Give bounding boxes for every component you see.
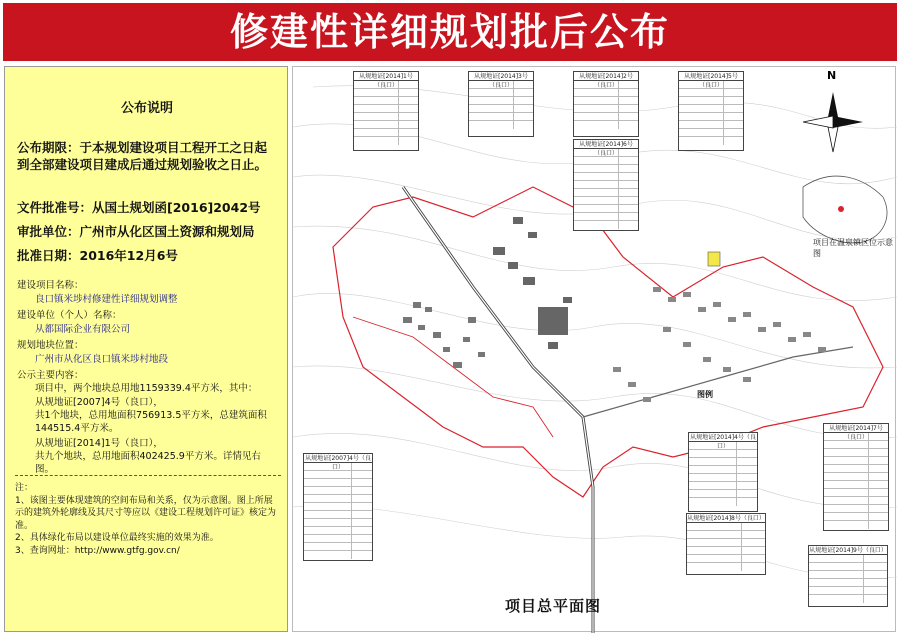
note-3: 3、查询网址：http://www.gtfg.gov.cn/ (15, 545, 180, 556)
notes-label: 注： (15, 483, 34, 493)
notes-divider (15, 475, 281, 476)
approver-value: 广州市从化区国土资源和规划局 (79, 224, 255, 239)
plot-table-10-caption: 从规地证[2014]9号（良口） (809, 547, 887, 554)
location-label: 规划地块位置： (17, 340, 84, 351)
panel-title: 公布说明 (120, 101, 173, 116)
location-inset (803, 176, 887, 243)
north-label: N (827, 69, 837, 82)
plot-table-7-caption: 从规地证[2014]4号（良口） (690, 434, 756, 450)
site-plan-title: 项目总平面图 (505, 597, 602, 615)
plot-table-10 (808, 545, 888, 607)
location-inset-label: 项目在温泉镇区位示意图 (813, 238, 893, 258)
document-number-value: 从国土规划函[2016]2042号 (92, 200, 261, 215)
north-arrow-icon (803, 92, 863, 152)
org-value: 从都国际企业有限公司 (35, 324, 131, 335)
approver (17, 223, 255, 240)
highlighted-plot (708, 252, 720, 266)
plot-table-6-caption: 从规地证[2007]4号（良口） (305, 455, 371, 471)
note-2: 2、具体绿化布局以建设单位最终实施的效果为准。 (15, 533, 219, 543)
planning-boundary (333, 187, 883, 497)
plot-table-8-caption: 从规地证[2014]7号（良口） (824, 424, 888, 433)
plot-table-2 (468, 71, 534, 137)
publish-period-label: 公布期限： (17, 140, 80, 155)
building-cluster-west (403, 302, 485, 368)
plot-table-1 (353, 71, 419, 151)
project-name-value: 良口镇米埗村修建性详细规划调整 (35, 294, 178, 305)
plot-table-1-caption: 从规地证[2014]1号（良口） (354, 72, 418, 81)
plot-table-3 (573, 71, 639, 137)
plot-table-2-caption: 从规地证[2014]3号（良口） (469, 72, 533, 81)
content-line-3: 共1个地块，总用地面积756913.5平方米，总建筑面积144515.4平方米。 (35, 410, 267, 434)
content-label: 公示主要内容： (17, 370, 84, 381)
approval-date (17, 247, 178, 264)
approval-date-value: 2016年12月6号 (79, 248, 178, 263)
legend-label: 图例 (697, 390, 713, 399)
east-road (583, 347, 853, 417)
publish-period (17, 139, 279, 173)
document-number-label: 文件批准号： (17, 200, 93, 215)
plot-table-8 (823, 423, 889, 531)
plot-table-3-caption: 从规地证[2014]2号（良口） (574, 72, 638, 81)
approval-date-label: 批准日期： (17, 248, 80, 263)
content-line-2: 从规地证[2007]4号（良口）， (35, 397, 163, 408)
project-name-label: 建设项目名称： (17, 280, 84, 291)
location-value: 广州市从化区良口镇米埗村地段 (35, 354, 169, 365)
plot-table-4-caption: 从规地证[2014]5号（良口） (679, 72, 743, 81)
org-label: 建设单位（个人）名称： (17, 310, 122, 321)
plot-table-4 (678, 71, 744, 151)
plot-table-5 (573, 139, 639, 231)
notice-title: 修建性详细规划批后公布 (3, 3, 897, 61)
boundary-line-inner (353, 317, 553, 437)
notes (15, 475, 281, 557)
site-plan (292, 66, 896, 632)
content-line-5: 共九个地块，总用地面积402425.9平方米。详情见右图。 (35, 451, 261, 475)
publish-period-value: 于本规划建设项目工程开工之日起到全部建设项目建成后通过规划验收之日止。 (17, 140, 268, 172)
content-line-1: 项目中，两个地块总用地1159339.4平方米，其中： (35, 383, 258, 394)
plot-table-7 (688, 432, 758, 512)
content-line-4: 从规地证[2014]1号（良口）， (35, 438, 163, 449)
plot-table-9-caption: 从规地证[2014]8号（良口） (687, 515, 765, 522)
plot-table-9 (686, 513, 766, 575)
notice-panel (4, 66, 288, 632)
note-1: 1、该图主要体现建筑的空间布局和关系，仅为示意图。图上所展示的建筑外轮廓线及其尺寸等应以《建设工程规划许可证》核定为准。 (15, 495, 277, 531)
document-number (17, 199, 261, 216)
building-cluster-east (613, 287, 826, 402)
plot-table-5-caption: 从规地证[2014]6号（良口） (574, 140, 638, 149)
plot-table-6 (303, 453, 373, 561)
approver-label: 审批单位： (17, 224, 80, 239)
